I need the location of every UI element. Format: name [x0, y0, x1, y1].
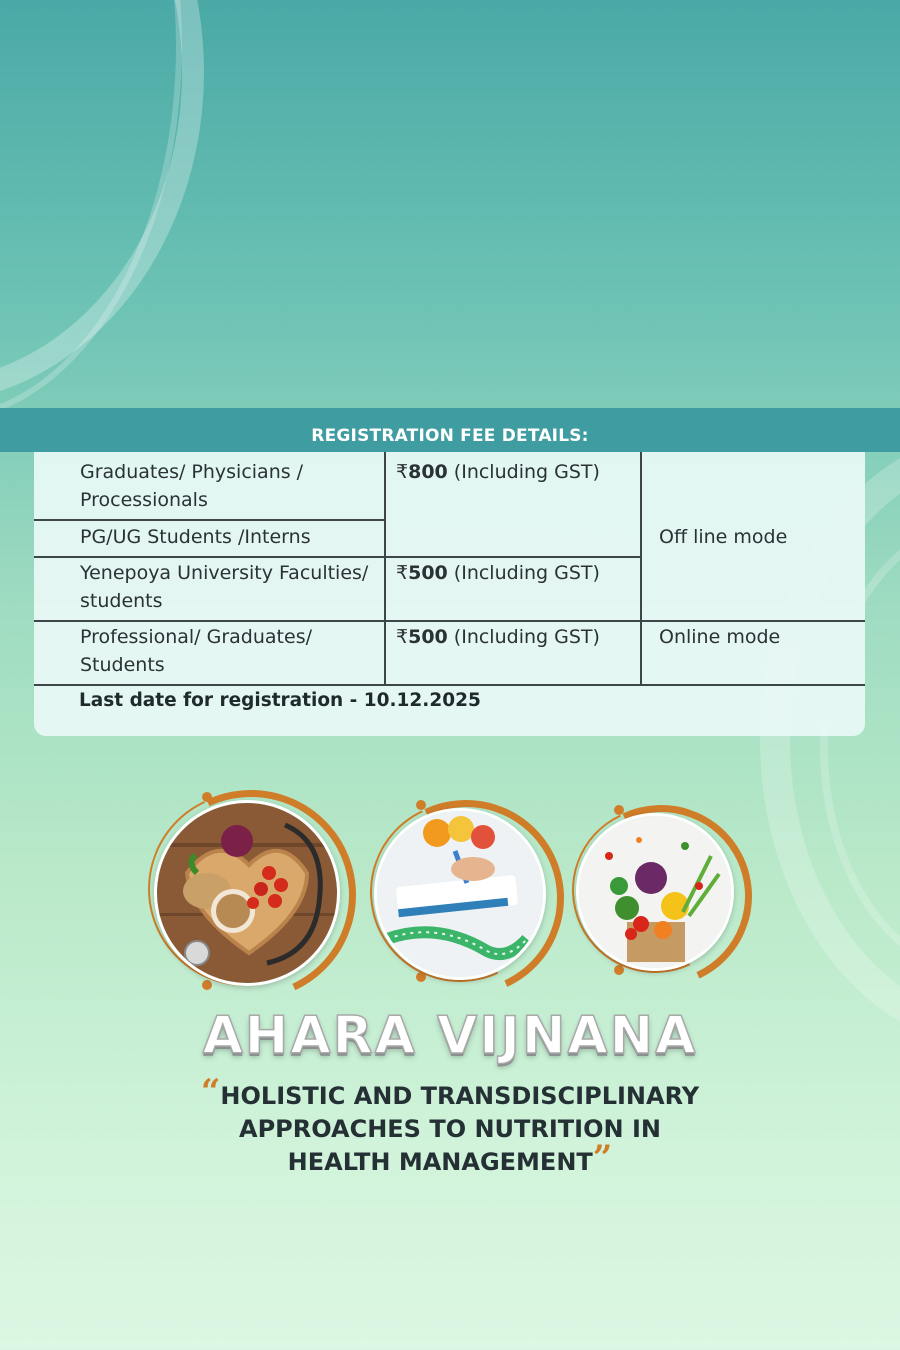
fee-category: Yenepoya University Faculties/ students [80, 562, 369, 612]
fee-amount [396, 458, 600, 486]
fee-note: (Including GST) [447, 562, 600, 584]
vegetables-bag-photo [576, 813, 734, 971]
subtitle-line [0, 1072, 900, 1113]
decorative-arc [0, 0, 204, 404]
fee-note: (Including GST) [447, 461, 600, 483]
subtitle-line [0, 1113, 900, 1146]
fee-value: 800 [408, 461, 448, 483]
subtitle-line [0, 1138, 900, 1179]
fee-section-heading: REGISTRATION FEE DETAILS: [0, 408, 900, 452]
decorative-arc [0, 0, 182, 422]
fee-table [34, 452, 865, 736]
vegetables-illustration [579, 816, 731, 968]
table-divider [34, 620, 865, 622]
fee-category: Graduates/ Physicians / Processionals [80, 461, 304, 511]
diet-planning-photo [374, 808, 546, 980]
decorative-dot [614, 965, 624, 975]
heart-bowl-illustration [157, 803, 337, 983]
fee-value: 500 [408, 562, 448, 584]
rupee-symbol: ₹ [396, 626, 409, 648]
diet-planning-illustration [377, 811, 543, 977]
table-divider [384, 452, 386, 684]
table-divider [34, 684, 865, 686]
rupee-symbol: ₹ [396, 562, 409, 584]
table-divider [34, 556, 640, 558]
event-subtitle [0, 1072, 900, 1179]
decorative-dot [416, 972, 426, 982]
subtitle-text: HOLISTIC AND TRANSDISCIPLINARY [220, 1082, 700, 1110]
table-divider [640, 452, 642, 684]
event-title: AHARA VIJNANA [202, 1006, 698, 1066]
subtitle-text: APPROACHES TO NUTRITION IN [239, 1115, 661, 1143]
fee-note: (Including GST) [447, 626, 600, 648]
close-quote-mark: ” [592, 1138, 613, 1178]
photo-item [570, 805, 755, 980]
photo-item [368, 800, 568, 990]
fee-category: PG/UG Students /Interns [80, 526, 311, 548]
fee-value: 500 [408, 626, 448, 648]
decorative-dot [614, 805, 624, 815]
rupee-symbol: ₹ [396, 461, 409, 483]
open-quote-mark: “ [200, 1072, 221, 1112]
fee-amount [396, 623, 600, 651]
photo-item [146, 790, 366, 1000]
registration-mode: Off line mode [659, 526, 788, 548]
heart-bowl-stethoscope-photo [154, 800, 340, 986]
fee-amount [396, 559, 600, 587]
subtitle-text: HEALTH MANAGEMENT [287, 1148, 593, 1176]
registration-mode: Online mode [659, 626, 781, 648]
decorative-dot [416, 800, 426, 810]
fee-category: Professional/ Graduates/ Students [80, 626, 312, 676]
decorative-dot [202, 792, 212, 802]
table-divider [34, 519, 384, 521]
decorative-dot [202, 980, 212, 990]
last-date-note: Last date for registration - 10.12.2025 [79, 690, 481, 711]
